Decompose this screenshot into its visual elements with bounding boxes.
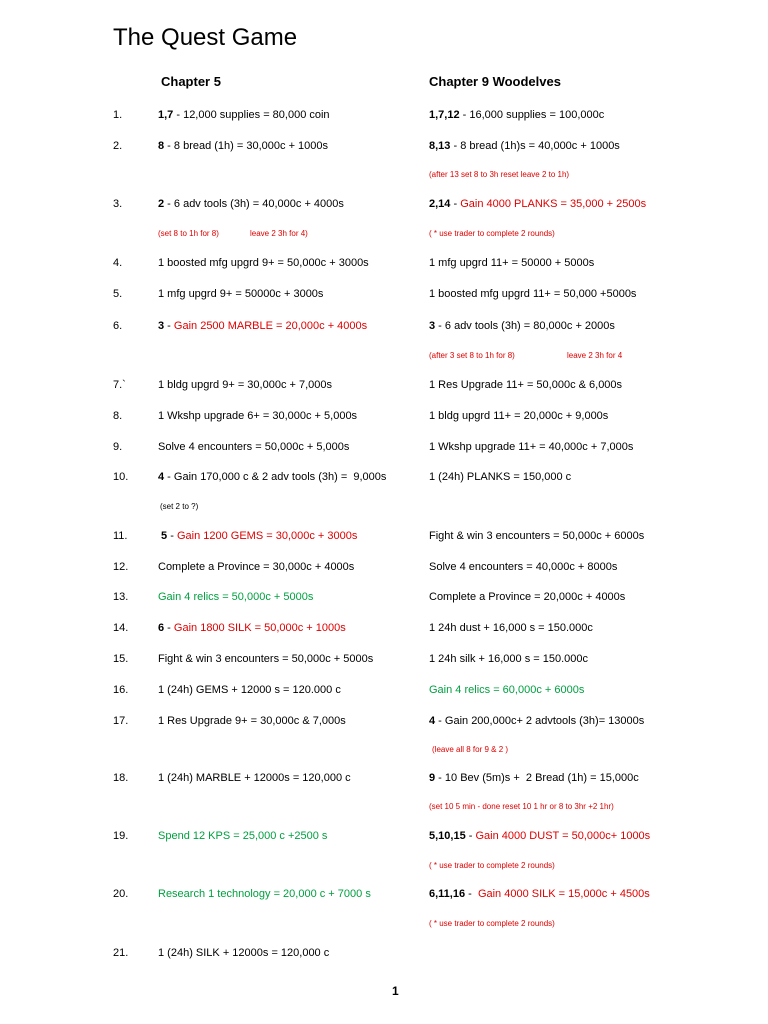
right-entry xyxy=(429,590,625,605)
right-entry-text: 1 boosted mfg upgrd 11+ = 50,000 +5000s xyxy=(429,288,637,300)
right-entry xyxy=(429,683,584,698)
right-entry-text: Gain 4 relics = 60,000c + 6000s xyxy=(429,684,585,696)
left-entry-text: - xyxy=(164,320,174,332)
right-entry-text: - Gain 200,000c+ 2 advtools (3h)= 13000s xyxy=(435,715,645,727)
right-entry xyxy=(429,887,650,902)
row-number: 4. xyxy=(113,257,123,269)
left-entry xyxy=(158,829,327,844)
right-entry-text: 2,14 xyxy=(429,198,451,210)
row-number: 2. xyxy=(113,140,123,152)
note-left-10: (set 2 to ?) xyxy=(160,502,199,511)
row-number: 10. xyxy=(113,471,129,483)
left-entry xyxy=(158,560,354,575)
right-entry-text: 3 xyxy=(429,320,436,332)
right-entry-text: Solve 4 encounters = 40,000c + 8000s xyxy=(429,561,618,573)
right-entry-text: Complete a Province = 20,000c + 4000s xyxy=(429,591,626,603)
left-entry-text: 1 bldg upgrd 9+ = 30,000c + 7,000s xyxy=(158,379,333,391)
right-column-header: Chapter 9 Woodelves xyxy=(429,74,561,89)
left-entry xyxy=(158,529,357,544)
right-entry xyxy=(429,714,644,729)
row-number: 3. xyxy=(113,198,123,210)
right-entry-text: - 8 bread (1h)s = 40,000c + 1000s xyxy=(450,140,620,152)
left-entry-text: Gain 1200 GEMS = 30,000c + 3000s xyxy=(176,530,358,542)
row-number: 7.` xyxy=(113,379,126,391)
left-entry xyxy=(158,378,332,393)
right-entry xyxy=(429,771,639,786)
left-entry-text: Research 1 technology = 20,000 c + 7000 s xyxy=(158,888,371,900)
right-entry-text: 1 24h silk + 16,000 s = 150.000c xyxy=(429,653,589,665)
right-entry-text: - xyxy=(450,198,461,210)
row-number: 5. xyxy=(113,288,123,300)
right-entry-text: Gain 4000 SILK = 15,000c + 4500s xyxy=(477,888,650,900)
right-entry-text: 6,11,16 xyxy=(429,888,466,900)
right-entry-text: Gain 4000 PLANKS = 35,000 + 2500s xyxy=(460,198,647,210)
right-entry xyxy=(429,409,608,424)
left-entry-text: 1 (24h) MARBLE + 12000s = 120,000 c xyxy=(158,772,351,784)
right-entry xyxy=(429,256,594,271)
left-entry-text: 1 Wkshp upgrade 6+ = 30,000c + 5,000s xyxy=(158,410,358,422)
right-entry xyxy=(429,108,604,123)
right-entry-text: Gain 4000 DUST = 50,000c+ 1000s xyxy=(475,830,651,842)
left-column-header: Chapter 5 xyxy=(161,74,221,89)
note-right-20: ( * use trader to complete 2 rounds) xyxy=(429,919,555,928)
right-entry-text: 4 xyxy=(429,715,436,727)
left-entry-text: Complete a Province = 30,000c + 4000s xyxy=(158,561,355,573)
right-entry-text: Fight & win 3 encounters = 50,000c + 6000s xyxy=(429,530,645,542)
note-right-6b: leave 2 3h for 4 xyxy=(567,351,623,360)
left-entry xyxy=(158,470,386,485)
note-right-18: (set 10 5 min - done reset 10 1 hr or 8 to 3hr +2 1hr) xyxy=(429,802,614,811)
right-entry-text: - 16,000 supplies = 100,000c xyxy=(459,109,605,121)
note-right-17: (leave all 8 for 9 & 2 ) xyxy=(432,745,509,754)
left-entry xyxy=(158,683,341,698)
left-entry-text: 1 (24h) GEMS + 12000 s = 120.000 c xyxy=(158,684,341,696)
left-entry-text: - 8 bread (1h) = 30,000c + 1000s xyxy=(164,140,329,152)
left-entry xyxy=(158,256,369,271)
left-entry-text: 1 (24h) SILK + 12000s = 120,000 c xyxy=(158,947,330,959)
left-entry xyxy=(158,590,313,605)
row-number: 12. xyxy=(113,561,129,573)
right-entry xyxy=(429,560,617,575)
row-number: 9. xyxy=(113,441,123,453)
left-entry-text: 4 xyxy=(158,471,165,483)
right-entry-text: 8,13 xyxy=(429,140,451,152)
right-entry xyxy=(429,378,622,393)
right-entry xyxy=(429,440,633,455)
right-entry-text: - xyxy=(465,830,476,842)
right-entry-text: 1 bldg upgrd 11+ = 20,000c + 9,000s xyxy=(429,410,609,422)
row-number: 20. xyxy=(113,888,129,900)
note-left-3a: (set 8 to 1h for 8) xyxy=(158,229,219,238)
left-entry-text: - 12,000 supplies = 80,000 coin xyxy=(173,109,330,121)
row-number: 1. xyxy=(113,109,123,121)
left-entry-text: Fight & win 3 encounters = 50,000c + 5000s xyxy=(158,653,374,665)
note-right-2: (after 13 set 8 to 3h reset leave 2 to 1h) xyxy=(429,170,570,179)
left-entry-text: 2 xyxy=(158,198,165,210)
left-entry xyxy=(158,287,323,302)
left-entry-text: 1 Res Upgrade 9+ = 30,000c & 7,000s xyxy=(158,715,346,727)
right-entry-text: 1 (24h) PLANKS = 150,000 c xyxy=(429,471,572,483)
note-right-6a: (after 3 set 8 to 1h for 8) xyxy=(429,351,515,360)
right-entry xyxy=(429,652,588,667)
right-entry xyxy=(429,621,593,636)
right-entry xyxy=(429,139,620,154)
left-entry xyxy=(158,771,351,786)
row-number: 15. xyxy=(113,653,129,665)
row-number: 17. xyxy=(113,715,129,727)
row-number: 21. xyxy=(113,947,129,959)
right-entry-text: 1 mfg upgrd 11+ = 50000 + 5000s xyxy=(429,257,595,269)
right-entry-text: 1 Wkshp upgrade 11+ = 40,000c + 7,000s xyxy=(429,441,634,453)
row-number: 6. xyxy=(113,320,123,332)
left-entry-text: Gain 4 relics = 50,000c + 5000s xyxy=(158,591,314,603)
left-entry-text: - 6 adv tools (3h) = 40,000c + 4000s xyxy=(164,198,344,210)
left-entry xyxy=(158,621,346,636)
row-number: 19. xyxy=(113,830,129,842)
row-number: 14. xyxy=(113,622,129,634)
left-entry-text: - xyxy=(167,530,177,542)
left-entry-text: 3 xyxy=(158,320,165,332)
right-entry-text: 1,7,12 xyxy=(429,109,460,121)
right-entry-text: - 10 Bev (5m)s + 2 Bread (1h) = 15,000c xyxy=(435,772,639,784)
row-number: 13. xyxy=(113,591,129,603)
right-entry xyxy=(429,529,644,544)
left-entry xyxy=(158,440,349,455)
left-entry xyxy=(158,409,357,424)
left-entry-text: - xyxy=(164,622,174,634)
left-entry xyxy=(158,946,329,961)
right-entry xyxy=(429,319,615,334)
right-entry xyxy=(429,829,650,844)
left-entry-text: 1 boosted mfg upgrd 9+ = 50,000c + 3000s xyxy=(158,257,369,269)
left-entry-text: Spend 12 KPS = 25,000 c +2500 s xyxy=(158,830,328,842)
right-entry-text: 9 xyxy=(429,772,436,784)
left-entry-text: 1,7 xyxy=(158,109,174,121)
row-number: 16. xyxy=(113,684,129,696)
left-entry xyxy=(158,108,330,123)
left-entry-text: Gain 2500 MARBLE = 20,000c + 4000s xyxy=(173,320,368,332)
left-entry xyxy=(158,139,328,154)
right-entry-text: 5,10,15 xyxy=(429,830,466,842)
left-entry-text: 6 xyxy=(158,622,165,634)
left-entry xyxy=(158,714,346,729)
left-entry-text: - Gain 170,000 c & 2 adv tools (3h) = 9,000s xyxy=(164,471,387,483)
left-entry xyxy=(158,319,367,334)
row-number: 8. xyxy=(113,410,123,422)
page-number: 1 xyxy=(392,984,399,998)
row-number: 18. xyxy=(113,772,129,784)
left-entry-text: 8 xyxy=(158,140,165,152)
left-entry xyxy=(158,887,371,902)
left-entry-text: Solve 4 encounters = 50,000c + 5,000s xyxy=(158,441,350,453)
right-entry xyxy=(429,287,636,302)
row-number: 11. xyxy=(113,530,128,542)
left-entry xyxy=(158,197,344,212)
note-right-19: ( * use trader to complete 2 rounds) xyxy=(429,861,555,870)
left-entry-text: Gain 1800 SILK = 50,000c + 1000s xyxy=(173,622,346,634)
right-entry-text: 1 24h dust + 16,000 s = 150.000c xyxy=(429,622,593,634)
right-entry xyxy=(429,197,646,212)
note-right-3: ( * use trader to complete 2 rounds) xyxy=(429,229,555,238)
right-entry-text: - xyxy=(465,888,478,900)
right-entry-text: - 6 adv tools (3h) = 80,000c + 2000s xyxy=(435,320,615,332)
right-entry-text: 1 Res Upgrade 11+ = 50,000c & 6,000s xyxy=(429,379,623,391)
left-entry-text: 5 xyxy=(158,530,168,542)
right-entry xyxy=(429,470,571,485)
note-left-3b: leave 2 3h for 4) xyxy=(250,229,308,238)
left-entry-text: 1 mfg upgrd 9+ = 50000c + 3000s xyxy=(158,288,324,300)
document-title: The Quest Game xyxy=(113,24,298,51)
left-entry xyxy=(158,652,373,667)
